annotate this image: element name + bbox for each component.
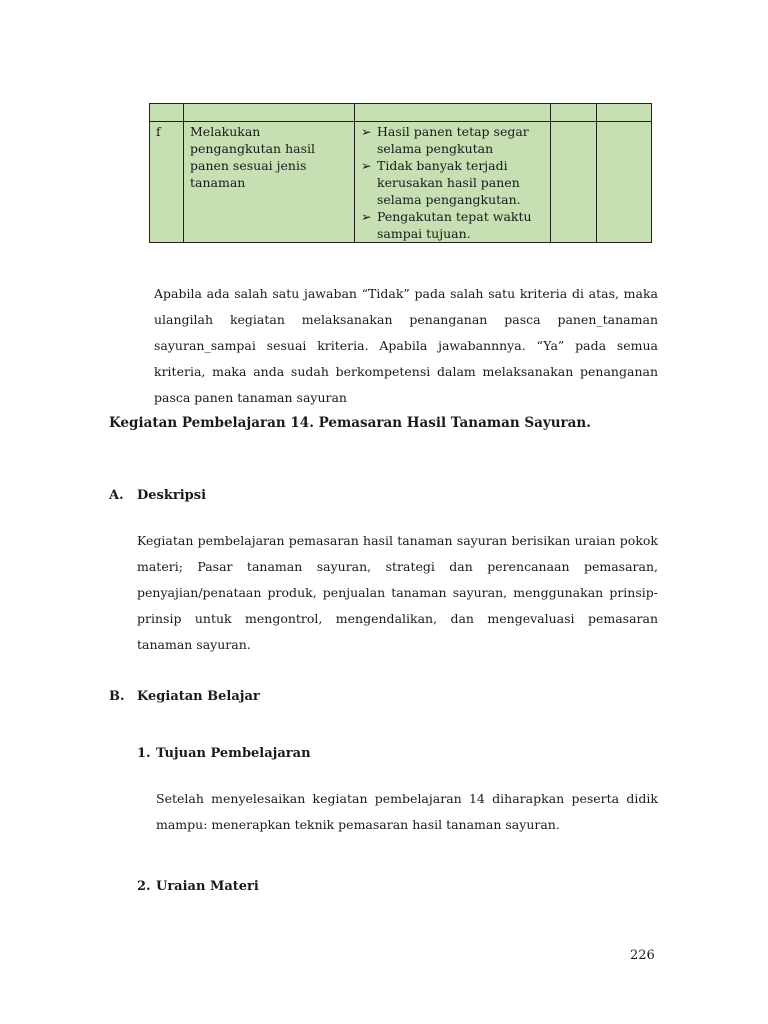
criteria-table xyxy=(149,103,652,243)
criteria-item: ➢ Tidak banyak terjadi kerusakan hasil panen selama pengangkutan. xyxy=(361,158,521,207)
section-a-body: Kegiatan pembelajaran pemasaran hasil tanaman sayuran berisikan uraian pokok materi; Pasar tanaman sayuran, strategi dan perencanaan pemasaran, penyajian/penataan produk, penjualan tanaman sayuran, menggunakan prinsip-prinsip untuk mengontrol, mengendalikan, dan mengevaluasi pemasaran tanaman sayuran. xyxy=(137,533,658,652)
criteria-cell xyxy=(355,122,551,243)
activity-cell xyxy=(184,122,355,243)
section-title: Kegiatan Pembelajaran 14. Pemasaran Hasil Tanaman Sayuran. xyxy=(109,415,591,431)
sub1-body: Setelah menyelesaikan kegiatan pembelajaran 14 diharapkan peserta didik mampu: menerapkan teknik pemasaran hasil tanaman sayuran. xyxy=(156,791,658,832)
activity-text: Melakukan pengangkutan hasil panen sesuai jenis tanaman xyxy=(190,124,315,190)
section-a-heading: A. Deskripsi xyxy=(109,488,207,503)
intro-paragraph: Apabila ada salah satu jawaban “Tidak” pada salah satu kriteria di atas, maka ulangilah kegiatan melaksanakan penanganan pasca panen_tanaman sayuran_sampai sesuai kriteria. Apabila jawabannnya. “Ya” pada semua kriteria, maka anda sudah berkompetensi dalam melaksanakan penanganan pasca panen tanaman sayuran xyxy=(154,286,658,405)
yes-cell xyxy=(551,122,597,243)
sub1-heading: 1. Tujuan Pembelajaran xyxy=(137,746,311,761)
arrow-bullet-icon: ➢ xyxy=(361,158,372,173)
arrow-bullet-icon: ➢ xyxy=(361,209,372,224)
no-cell xyxy=(597,122,652,243)
table-header-row xyxy=(150,104,652,122)
table-row xyxy=(150,122,652,243)
sub2-heading: 2. Uraian Materi xyxy=(137,879,259,894)
criteria-item: ➢ Hasil panen tetap segar selama pengkutan xyxy=(361,124,529,156)
criteria-item: ➢ Pengakutan tepat waktu sampai tujuan. xyxy=(361,209,532,241)
section-b-heading: B. Kegiatan Belajar xyxy=(109,689,260,704)
page-number: 226 xyxy=(630,948,655,963)
row-letter: f xyxy=(150,122,184,243)
arrow-bullet-icon: ➢ xyxy=(361,124,372,139)
